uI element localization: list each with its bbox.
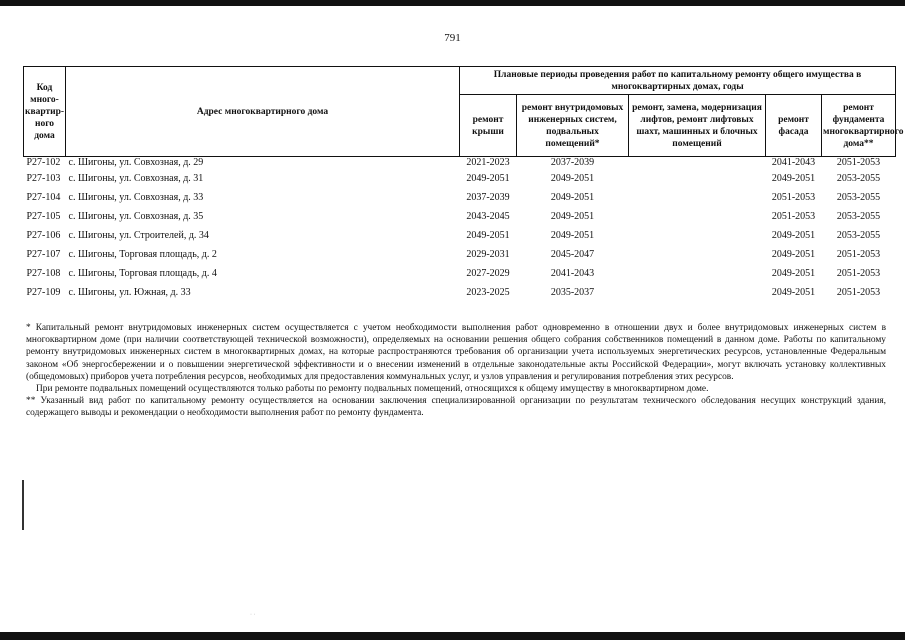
cell-code: Р27-106	[26, 230, 61, 241]
footnotes	[26, 322, 886, 420]
cell-engineering: 2037-2039	[550, 157, 595, 168]
repair-schedule-table	[23, 66, 904, 302]
cell-roof: 2043-2045	[466, 211, 510, 222]
cell-facade: 2051-2053	[771, 192, 816, 203]
cell-engineering: 2049-2051	[550, 192, 595, 203]
cell-roof: 2037-2039	[466, 192, 510, 203]
cell-address: с. Шигоны, ул. Совхозная, д. 33	[68, 192, 204, 203]
cell-facade: 2049-2051	[771, 249, 816, 260]
cell-engineering: 2049-2051	[550, 173, 595, 184]
cell-lifts	[629, 264, 766, 283]
cell-foundation: 2053-2055	[836, 230, 881, 241]
cell-address: с. Шигоны, Торговая площадь, д. 4	[68, 268, 217, 279]
cell-foundation: 2053-2055	[836, 173, 881, 184]
cell-foundation: 2053-2055	[836, 211, 881, 222]
footnote-basement-repair: При ремонте подвальных помещений осуществляются только работы по ремонту подвальных помещений, относящихся к общему имуществу в многоквартирном доме.	[36, 384, 709, 395]
scan-specks: · ·	[250, 612, 256, 618]
cell-address: с. Шигоны, Торговая площадь, д. 2	[68, 249, 217, 260]
cell-address: с. Шигоны, ул. Совхозная, д. 35	[68, 211, 204, 222]
margin-scan-mark	[22, 480, 24, 530]
cell-code: Р27-107	[26, 249, 61, 260]
cell-lifts	[629, 207, 766, 226]
cell-facade: 2049-2051	[771, 268, 816, 279]
cell-engineering: 2041-2043	[550, 268, 595, 279]
cell-address: с. Шигоны, ул. Совхозная, д. 29	[68, 157, 204, 168]
cell-lifts	[629, 245, 766, 264]
cell-lifts	[629, 188, 766, 207]
cell-facade: 2049-2051	[771, 230, 816, 241]
footnote-foundation-repair: ** Указанный вид работ по капитальному ремонту осуществляется на основании заключения специализированной организации по результатам технического обследования несущих конструкций здания, содержащего выводы и рекомендации о необходимости выполнения работ по ремонту фундамента.	[26, 396, 886, 419]
header-periods-group: Плановые периоды проведения работ по капитальному ремонту общего имущества в многоквартирных домах, годы	[460, 67, 896, 95]
cell-roof: 2049-2051	[466, 173, 510, 184]
table-row	[24, 226, 896, 245]
cell-foundation: 2053-2055	[836, 192, 881, 203]
cell-engineering: 2035-2037	[550, 287, 595, 298]
cell-foundation: 2051-2053	[836, 268, 881, 279]
footnote-engineering-systems: * Капитальный ремонт внутридомовых инженерных систем осуществляется с учетом необходимости выполнения работ одновременно в отношении двух и более внутридомовых инженерных систем в многоквартирном доме (при наличии соответствующей технической возможности), определяемых на основании решения общего собрания собственников помещений в данном доме. Работы по капитальному ремонту внутридомовых инженерных систем в многоквартирных домах, на которые распространяются требования об организации учета используемых энергетических ресурсов, установленные Федеральным законом «Об энергосбережении и о повышении энергетической эффективности и о внесении изменений в отдельные законодательные акты Российской Федерации», могут включать установку коллективных (общедомовых) приборов учета потребления ресурсов, необходимых для предоставления коммунальных услуг, и узлов управления и регулирования потребления этих ресурсов.	[26, 323, 886, 382]
cell-code: Р27-109	[26, 287, 61, 298]
header-code: Код много-квартир-ного дома	[24, 67, 66, 157]
header-facade: ремонт фасада	[766, 95, 822, 157]
cell-code: Р27-105	[26, 211, 61, 222]
bottom-border	[0, 632, 905, 640]
cell-roof: 2021-2023	[466, 157, 510, 168]
cell-facade: 2049-2051	[771, 287, 816, 298]
cell-engineering: 2049-2051	[550, 230, 595, 241]
cell-address: с. Шигоны, ул. Строителей, д. 34	[68, 230, 209, 241]
table-row	[24, 157, 896, 170]
cell-roof: 2049-2051	[466, 230, 510, 241]
cell-address: с. Шигоны, ул. Совхозная, д. 31	[68, 173, 204, 184]
header-foundation: ремонт фундамента многоквартирного дома**	[822, 95, 896, 157]
table-row	[24, 245, 896, 264]
cell-lifts	[629, 157, 766, 170]
table-row	[24, 188, 896, 207]
cell-facade: 2051-2053	[771, 211, 816, 222]
cell-foundation: 2051-2053	[836, 287, 881, 298]
header-engineering: ремонт внутридомовых инженерных систем, подвальных помещений*	[517, 95, 629, 157]
table-header	[24, 67, 904, 157]
cell-lifts	[629, 169, 766, 188]
table-row	[24, 207, 896, 226]
cell-lifts	[629, 283, 766, 302]
table-row	[24, 169, 896, 188]
top-border	[0, 0, 905, 6]
cell-roof: 2029-2031	[466, 249, 510, 260]
cell-code: Р27-104	[26, 192, 61, 203]
cell-code: Р27-108	[26, 268, 61, 279]
header-roof: ремонт крыши	[460, 95, 517, 157]
cell-facade: 2041-2043	[771, 157, 816, 168]
table-row	[24, 283, 896, 302]
cell-lifts	[629, 226, 766, 245]
cell-roof: 2027-2029	[466, 268, 510, 279]
cell-code: Р27-103	[26, 173, 61, 184]
cell-foundation: 2051-2053	[836, 157, 881, 168]
table-body	[24, 157, 896, 303]
page-number: 791	[444, 32, 461, 44]
cell-engineering: 2045-2047	[550, 249, 595, 260]
cell-facade: 2049-2051	[771, 173, 816, 184]
header-lifts: ремонт, замена, модернизация лифтов, ремонт лифтовых шахт, машинных и блочных помещений	[629, 95, 766, 157]
cell-engineering: 2049-2051	[550, 211, 595, 222]
table-row	[24, 264, 896, 283]
header-address: Адрес многоквартирного дома	[66, 67, 460, 157]
cell-code: Р27-102	[26, 157, 61, 168]
cell-roof: 2023-2025	[466, 287, 510, 298]
cell-address: с. Шигоны, ул. Южная, д. 33	[68, 287, 191, 298]
cell-foundation: 2051-2053	[836, 249, 881, 260]
